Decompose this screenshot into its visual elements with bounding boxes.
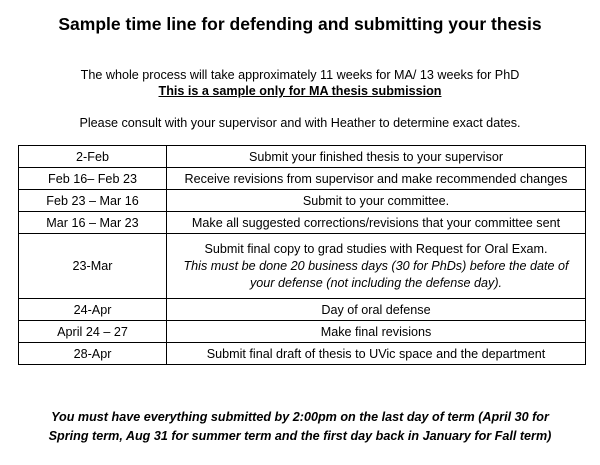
timeline-task: Submit final draft of thesis to UVic space and the department	[167, 343, 586, 365]
timeline-date: 23-Mar	[19, 234, 167, 299]
timeline-task: Make all suggested corrections/revisions that your committee sent	[167, 212, 586, 234]
timeline-task-text: Submit final copy to grad studies with Request for Oral Exam.	[204, 241, 548, 256]
timeline-date: April 24 – 27	[19, 321, 167, 343]
timeline-task: Receive revisions from supervisor and make recommended changes	[167, 168, 586, 190]
timeline-task: Submit to your committee.	[167, 190, 586, 212]
timeline-date: Feb 16– Feb 23	[19, 168, 167, 190]
timeline-task-note: your defense (not including the defense day).	[249, 275, 503, 290]
timeline-task-note: This must be done 20 business days (30 for PhDs) before the date of	[183, 258, 569, 273]
timeline-task: Submit your finished thesis to your supervisor	[167, 146, 586, 168]
table-row	[19, 168, 586, 190]
table-row	[19, 212, 586, 234]
timeline-task: Make final revisions	[167, 321, 586, 343]
timeline-date: 24-Apr	[19, 299, 167, 321]
timeline-table	[18, 145, 586, 365]
deadline-footer	[0, 408, 600, 446]
timeline-task	[167, 234, 586, 299]
timeline-date: Mar 16 – Mar 23	[19, 212, 167, 234]
table-row	[19, 234, 586, 299]
table-row	[19, 321, 586, 343]
table-row	[19, 299, 586, 321]
intro-sample-note: This is a sample only for MA thesis submission	[158, 84, 442, 98]
table-row	[19, 190, 586, 212]
timeline-date: Feb 23 – Mar 16	[19, 190, 167, 212]
timeline-task: Day of oral defense	[167, 299, 586, 321]
table-row	[19, 343, 586, 365]
intro-consult: Please consult with your supervisor and with Heather to determine exact dates.	[79, 116, 521, 130]
page-title: Sample time line for defending and submitting your thesis	[58, 14, 542, 34]
footer-line: You must have everything submitted by 2:00pm on the last day of term (April 30 for	[51, 410, 549, 424]
table-row	[19, 146, 586, 168]
timeline-date: 2-Feb	[19, 146, 167, 168]
footer-line: Spring term, Aug 31 for summer term and the first day back in January for Fall term)	[48, 429, 552, 443]
timeline-date: 28-Apr	[19, 343, 167, 365]
intro-duration: The whole process will take approximately 11 weeks for MA/ 13 weeks for PhD	[80, 68, 520, 82]
